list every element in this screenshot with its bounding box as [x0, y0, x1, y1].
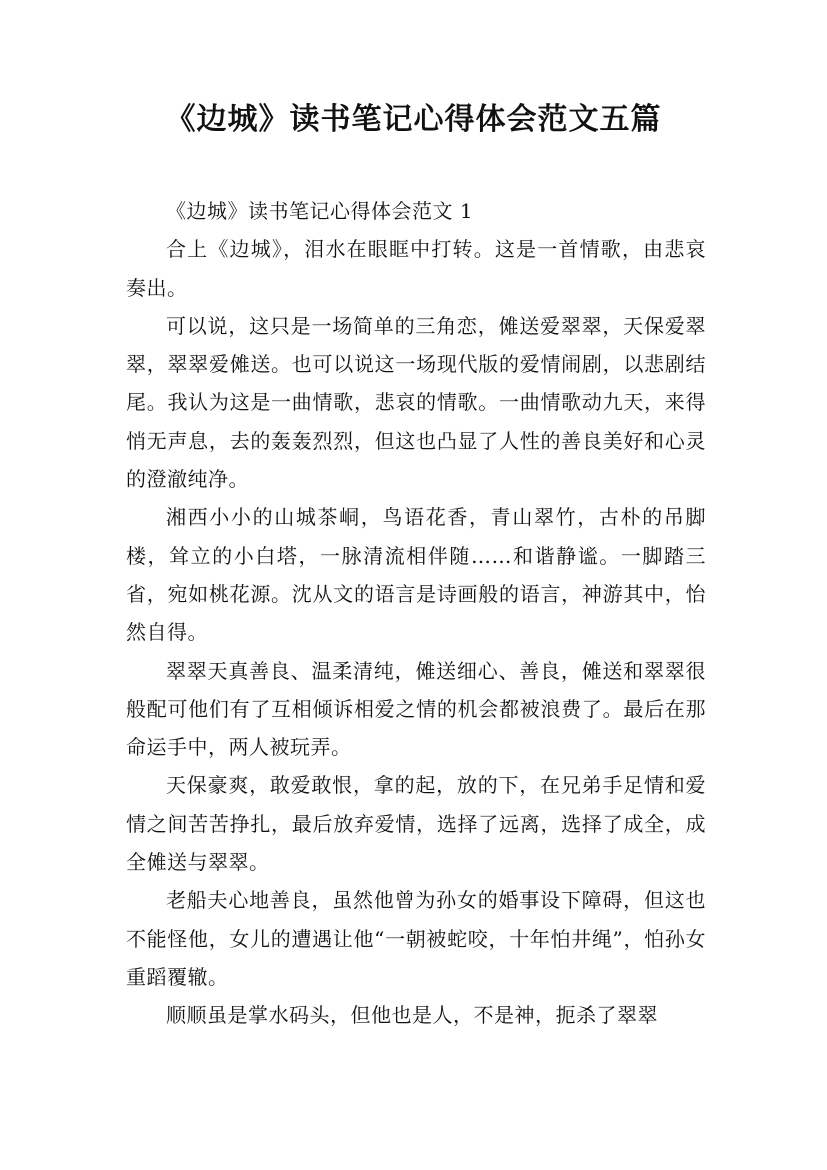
paragraph: 天保豪爽，敢爱敢恨，拿的起，放的下，在兄弟手足情和爱情之间苦苦挣扎，最后放弃爱情，选择了远离，选择了成全，成全傩送与翠翠。: [126, 773, 706, 875]
paragraph: 老船夫心地善良，虽然他曾为孙女的婚事设下障碍，但这也不能怪他，女儿的遭遇让他“一朝被蛇咬，十年怕井绳”，怕孙女重蹈覆辙。: [126, 888, 706, 989]
paragraph: 翠翠天真善良、温柔清纯，傩送细心、善良，傩送和翠翠很般配可他们有了互相倾诉相爱之情的机会都被浪费了。最后在那命运手中，两人被玩弄。: [126, 658, 706, 760]
document-body: [126, 192, 706, 1035]
section-subtitle: 《边城》读书笔记心得体会范文 1: [166, 199, 474, 223]
paragraph: 可以说，这只是一场简单的三角恋，傩送爱翠翠，天保爱翠翠，翠翠爱傩送。也可以说这一场现代版的爱情闹剧，以悲剧结尾。我认为这是一曲情歌，悲哀的情歌。一曲情歌动九天，来得悄无声息，去的轰轰烈烈，但这也凸显了人性的善良美好和心灵的澄澈纯净。: [126, 313, 706, 492]
paragraph: 顺顺虽是掌水码头，但他也是人，不是神，扼杀了翠翠: [166, 1003, 658, 1028]
paragraph: 湘西小小的山城茶峒，鸟语花香，青山翠竹，古朴的吊脚楼，耸立的小白塔，一脉清流相伴随……和谐静谧。一脚踏三省，宛如桃花源。沈从文的语言是诗画般的语言，神游其中，怡然自得。: [126, 505, 706, 645]
document-title: 《边城》读书笔记心得体会范文五篇: [165, 102, 662, 137]
paragraph: 合上《边城》，泪水在眼眶中打转。这是一首情歌，由悲哀奏出。: [126, 237, 706, 300]
